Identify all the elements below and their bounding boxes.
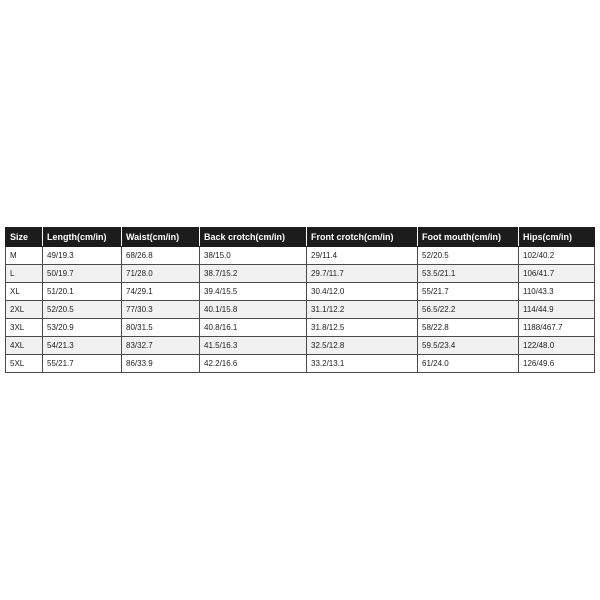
col-header-foot-mouth: Foot mouth(cm/in): [418, 228, 519, 247]
header-row: [6, 228, 595, 247]
cell-back-crotch: 42.2/16.6: [200, 355, 307, 373]
col-header-length: Length(cm/in): [43, 228, 122, 247]
cell-waist: 83/32.7: [122, 337, 200, 355]
table-row: [6, 301, 595, 319]
cell-length: 54/21.3: [43, 337, 122, 355]
cell-front-crotch: 33.2/13.1: [307, 355, 418, 373]
cell-hips: 122/48.0: [519, 337, 595, 355]
cell-waist: 71/28.0: [122, 265, 200, 283]
cell-length: 52/20.5: [43, 301, 122, 319]
cell-foot-mouth: 58/22.8: [418, 319, 519, 337]
cell-back-crotch: 40.1/15.8: [200, 301, 307, 319]
cell-front-crotch: 31.1/12.2: [307, 301, 418, 319]
cell-back-crotch: 38/15.0: [200, 247, 307, 265]
cell-hips: 102/40.2: [519, 247, 595, 265]
cell-waist: 86/33.9: [122, 355, 200, 373]
cell-hips: 106/41.7: [519, 265, 595, 283]
cell-length: 55/21.7: [43, 355, 122, 373]
cell-waist: 80/31.5: [122, 319, 200, 337]
cell-front-crotch: 30.4/12.0: [307, 283, 418, 301]
table-row: [6, 319, 595, 337]
cell-back-crotch: 39.4/15.5: [200, 283, 307, 301]
table-row: [6, 283, 595, 301]
col-header-hips: Hips(cm/in): [519, 228, 595, 247]
cell-hips: 110/43.3: [519, 283, 595, 301]
col-header-size: Size: [6, 228, 43, 247]
cell-hips: 1188/467.7: [519, 319, 595, 337]
col-header-back-crotch: Back crotch(cm/in): [200, 228, 307, 247]
cell-length: 51/20.1: [43, 283, 122, 301]
cell-back-crotch: 38.7/15.2: [200, 265, 307, 283]
cell-length: 49/19.3: [43, 247, 122, 265]
cell-back-crotch: 40.8/16.1: [200, 319, 307, 337]
cell-length: 53/20.9: [43, 319, 122, 337]
cell-size: M: [6, 247, 43, 265]
size-chart-table: [5, 227, 595, 373]
cell-front-crotch: 29/11.4: [307, 247, 418, 265]
cell-size: 2XL: [6, 301, 43, 319]
cell-size: 3XL: [6, 319, 43, 337]
cell-size: 5XL: [6, 355, 43, 373]
cell-length: 50/19.7: [43, 265, 122, 283]
cell-foot-mouth: 56.5/22.2: [418, 301, 519, 319]
cell-foot-mouth: 53.5/21.1: [418, 265, 519, 283]
col-header-waist: Waist(cm/in): [122, 228, 200, 247]
cell-size: 4XL: [6, 337, 43, 355]
cell-size: L: [6, 265, 43, 283]
cell-front-crotch: 31.8/12.5: [307, 319, 418, 337]
cell-foot-mouth: 59.5/23.4: [418, 337, 519, 355]
cell-foot-mouth: 52/20.5: [418, 247, 519, 265]
cell-back-crotch: 41.5/16.3: [200, 337, 307, 355]
cell-hips: 114/44.9: [519, 301, 595, 319]
table-row: [6, 247, 595, 265]
cell-size: XL: [6, 283, 43, 301]
table-row: [6, 265, 595, 283]
cell-foot-mouth: 55/21.7: [418, 283, 519, 301]
cell-front-crotch: 32.5/12.8: [307, 337, 418, 355]
cell-front-crotch: 29.7/11.7: [307, 265, 418, 283]
cell-waist: 77/30.3: [122, 301, 200, 319]
cell-waist: 68/26.8: [122, 247, 200, 265]
col-header-front-crotch: Front crotch(cm/in): [307, 228, 418, 247]
cell-waist: 74/29.1: [122, 283, 200, 301]
table-row: [6, 355, 595, 373]
cell-hips: 126/49.6: [519, 355, 595, 373]
table-row: [6, 337, 595, 355]
cell-foot-mouth: 61/24.0: [418, 355, 519, 373]
